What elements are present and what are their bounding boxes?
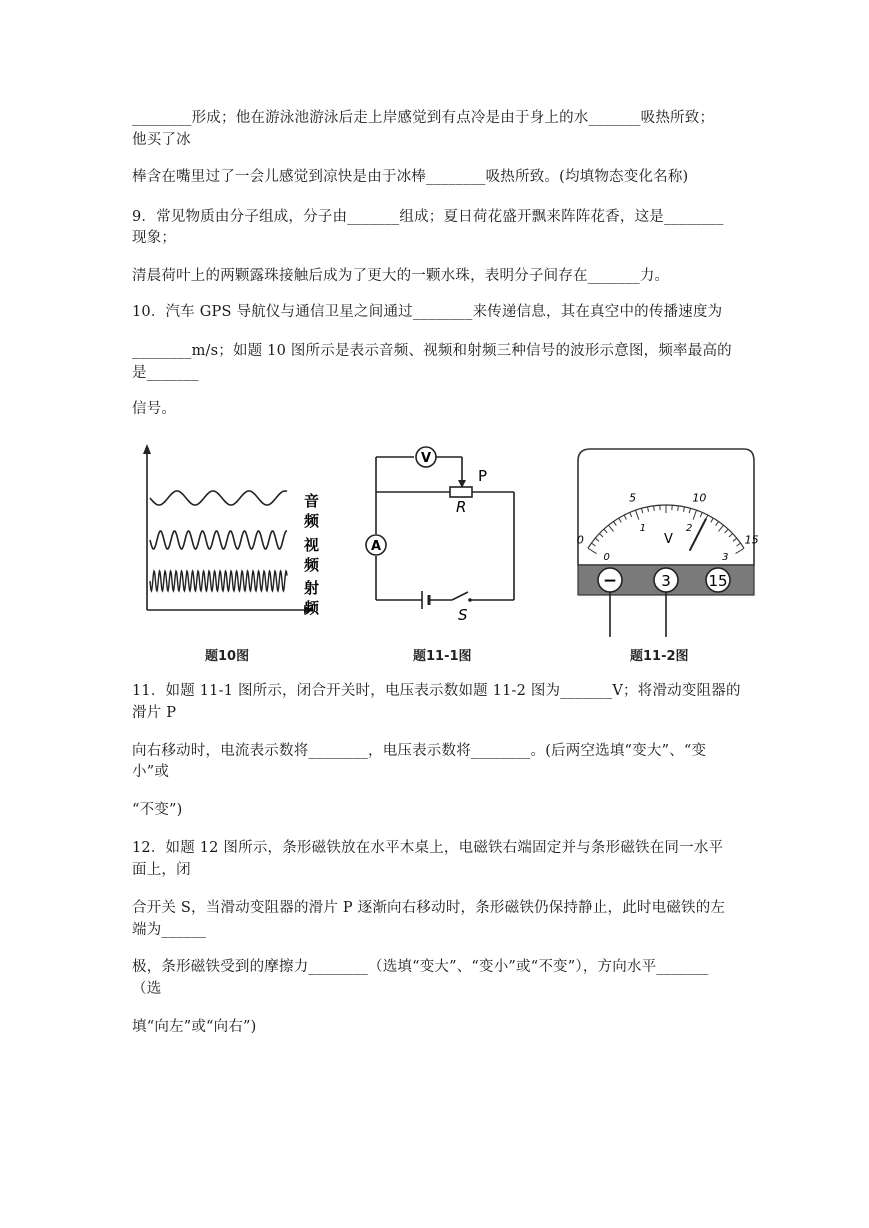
text-line: 面上，闭 (132, 862, 191, 878)
scale-bottom-label: 0 (603, 551, 610, 563)
text-line: 向右移动时，电流表示数将________，电压表示数将________。(后两空选填“变大”、“变 (132, 743, 707, 759)
text-line: 现象； (132, 230, 177, 246)
meter-symbol: V (664, 532, 673, 547)
text-line: 10．汽车 GPS 导航仪与通信卫星之间通过________来传递信息，其在真空中的传播速度为 (132, 304, 723, 320)
text-line: ________m/s；如题 10 图所示是表示音频、视频和射频三种信号的波形示意图，频率最高的 (132, 343, 732, 359)
scale-top-label: 15 (744, 533, 759, 547)
text-line: 极，条形磁铁受到的摩擦力________（选填“变大”、“变小”或“不变”），方向水平_______ (132, 959, 709, 975)
text-line: 填“向左”或“向右”) (132, 1019, 257, 1035)
text-line: ________形成；他在游泳池游泳后走上岸感觉到有点冷是由于身上的水_______吸热所致； (132, 110, 715, 126)
text-line: 棒含在嘴里过了一会儿感觉到凉快是由于冰棒________吸热所致。(均填物态变化名称) (132, 169, 689, 185)
resistor-label: R (456, 498, 467, 516)
voltmeter-symbol: V (420, 451, 432, 466)
text-line: 12．如题 12 图所示，条形磁铁放在水平木桌上，电磁铁右端固定并与条形磁铁在同一水平 (132, 840, 724, 856)
text-line: （选 (132, 981, 162, 997)
wave-label: 频 (304, 599, 320, 617)
scale-top-label: 5 (629, 491, 637, 505)
wave-label: 视 (304, 536, 320, 554)
text-line: 端为______ (132, 922, 207, 938)
wave-label: 频 (304, 556, 320, 574)
audio-wave (150, 491, 287, 505)
ammeter-symbol: A (370, 539, 382, 554)
figure-caption: 题11-2图 (630, 649, 689, 664)
terminal-negative: − (602, 571, 618, 591)
text-line: 9．常见物质由分子组成，分子由_______组成；夏日荷花盛开飘来阵阵花香，这是________ (132, 209, 724, 225)
text-line: 他买了冰 (132, 132, 191, 148)
scale-top-label: 10 (692, 491, 707, 505)
scale-bottom-label: 2 (685, 522, 693, 534)
text-line: 滑片 P (132, 705, 177, 721)
rf-wave (150, 571, 287, 591)
figure-caption: 题11-1图 (413, 649, 472, 664)
scale-bottom-label: 1 (639, 522, 647, 534)
figure-10-waveforms (122, 440, 332, 625)
terminal-15: 15 (708, 572, 728, 590)
text-line: 合开关 S，当滑动变阻器的滑片 P 逐渐向右移动时，条形磁铁仍保持静止，此时电磁铁的左 (132, 900, 726, 916)
figure-caption: 题10图 (205, 649, 250, 664)
dial-tick (678, 506, 679, 511)
scale-top-label: 0 (576, 533, 584, 547)
wave-label: 频 (304, 512, 320, 530)
figure-11-1-circuit (352, 440, 532, 625)
scale-bottom-label: 3 (722, 551, 729, 563)
terminal-3: 3 (661, 572, 671, 590)
video-wave (150, 531, 287, 549)
wave-label: 射 (304, 579, 320, 597)
text-line: 小”或 (132, 764, 170, 780)
text-line: 信号。 (132, 401, 177, 417)
switch-label: S (458, 606, 468, 624)
text-line: 是_______ (132, 365, 199, 381)
text-line: 11．如题 11-1 图所示，闭合开关时，电压表示数如题 11-2 图为_______V；将滑动变阻器的 (132, 683, 741, 699)
figure-11-2-meter (576, 447, 759, 639)
dial-tick (654, 506, 655, 511)
slider-label: P (478, 467, 488, 485)
text-line: “不变”) (132, 802, 183, 818)
wave-label: 音 (304, 492, 320, 510)
text-line: 清晨荷叶上的两颗露珠接触后成为了更大的一颗水珠，表明分子间存在_______力。 (132, 268, 670, 284)
